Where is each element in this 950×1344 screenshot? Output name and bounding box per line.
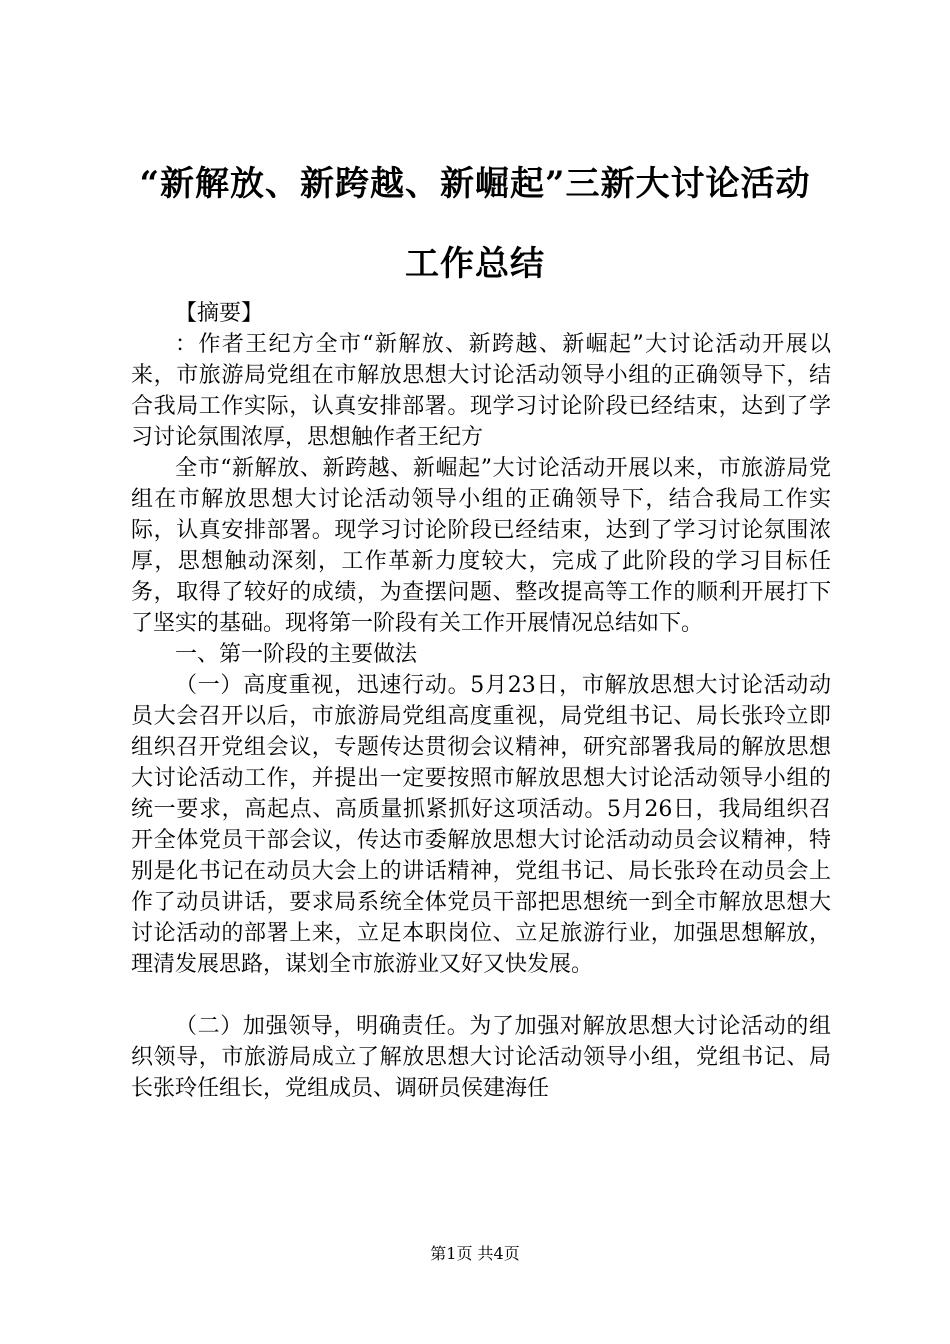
- abstract-text: ：作者王纪方全市“新解放、新跨越、新崛起”大讨论活动开展以来，市旅游局党组在市解放思想大讨论活动领导小组的正确领导下，结合我局工作实际，认真安排部署。现学习讨论阶段已经结束，达到了学习讨论氛围浓厚，思想触作者王纪方: [131, 332, 831, 450]
- document-body: [131, 298, 831, 1104]
- subsection-paragraph-1: （一）高度重视，迅速行动。5月23日，市解放思想大讨论活动动员大会召开以后，市旅游局党组高度重视，局党组书记、局长张玲立即组织召开党组会议，专题传达贯彻会议精神，研究部署我局的解放思想大讨论活动工作，并提出一定要按照市解放思想大讨论活动领导小组的统一要求，高起点、高质量抓紧抓好这项活动。5月26日，我局组织召开全体党员干部会议，传达市委解放思想大讨论活动动员会议精神，特别是化书记在动员大会上的讲话精神，党组书记、局长张玲在动员会上作了动员讲话，要求局系统全体党员干部把思想统一到全市解放思想大讨论活动的部署上来，立足本职岗位、立足旅游行业，加强思想解放，理清发展思路，谋划全市旅游业又好又快发展。: [131, 673, 831, 977]
- intro-paragraph: 全市“新解放、新跨越、新崛起”大讨论活动开展以来，市旅游局党组在市解放思想大讨论活动领导小组的正确领导下，结合我局工作实际，认真安排部署。现学习讨论阶段已经结束，达到了学习讨论氛围浓厚，思想触动深刻，工作革新力度较大，完成了此阶段的学习目标任务，取得了较好的成绩，为查摆问题、整改提高等工作的顺利开展打下了坚实的基础。现将第一阶段有关工作开展情况总结如下。: [131, 456, 831, 636]
- document-title-line-1: “新解放、新跨越、新崛起”三新大讨论活动: [139, 164, 811, 204]
- subsection-paragraph-2: （二）加强领导，明确责任。为了加强对解放思想大讨论活动的组织领导，市旅游局成立了解放思想大讨论活动领导小组，党组书记、局长张玲任组长，党组成员、调研员侯建海任: [131, 1014, 831, 1101]
- document-title-line-2: 工作总结: [405, 244, 545, 284]
- page-footer: 第1页 共4页: [430, 1244, 520, 1263]
- section-heading-1: 一、第一阶段的主要做法: [175, 642, 418, 667]
- abstract-label: 【摘要】: [175, 301, 264, 326]
